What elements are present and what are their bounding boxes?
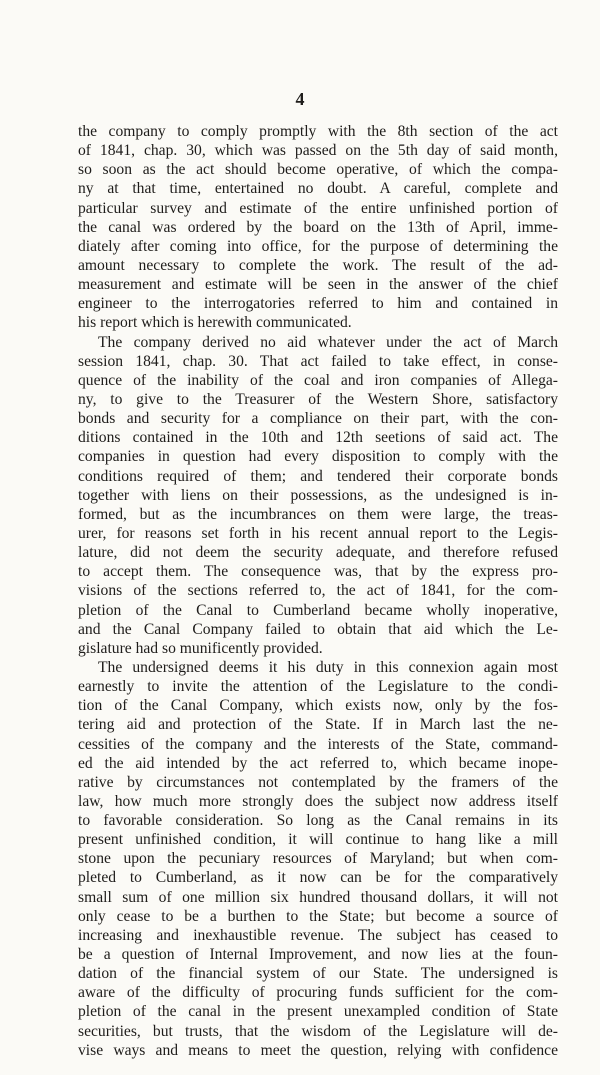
text-line: session 1841, chap. 30. That act failed to take effect, in conse- (78, 352, 558, 370)
text-line: visions of the sections referred to, the act of 1841, for the com- (78, 582, 558, 600)
text-line: increasing and inexhaustible revenue. The subject has ceased to (78, 926, 558, 944)
text-line: tion of the Canal Company, which exists now, only by the fos- (78, 697, 558, 715)
text-line: engineer to the interrogatories referred to him and contained in (78, 295, 558, 313)
text-line: his report which is herewith communicated. (78, 314, 352, 332)
text-line: ny, to give to the Treasurer of the Western Shore, satisfactory (78, 390, 558, 408)
text-line: together with liens on their possessions, as the undesigned is in- (78, 486, 558, 504)
text-line: conditions required of them; and tendered their corporate bonds (78, 467, 558, 485)
text-line: rative by circumstances not contemplated by the framers of the (78, 773, 558, 791)
text-line: tering aid and protection of the State. If in March last the ne- (78, 716, 558, 734)
text-line: of 1841, chap. 30, which was passed on the 5th day of said month, (78, 142, 558, 160)
text-line: aware of the difficulty of procuring funds sufficient for the com- (78, 984, 558, 1002)
text-line: formed, but as the incumbrances on them were large, the treas- (78, 505, 558, 523)
text-line: the canal was ordered by the board on the 13th of April, imme- (78, 218, 558, 236)
text-line: to favorable consideration. So long as the Canal remains in its (78, 812, 558, 830)
text-line: law, how much more strongly does the subject now address itself (78, 792, 558, 810)
text-line: securities, but trusts, that the wisdom of the Legislature will de- (78, 1022, 558, 1040)
text-line: urer, for reasons set forth in his recent annual report to the Legis- (78, 524, 558, 542)
text-line: vise ways and means to meet the question, relying with confidence (78, 1041, 558, 1059)
text-line: pleted to Cumberland, as it now can be for the comparatively (78, 869, 558, 887)
text-line: amount necessary to complete the work. The result of the ad- (78, 256, 558, 274)
text-line: earnestly to invite the attention of the Legislature to the condi- (78, 678, 558, 696)
text-line: the company to comply promptly with the 8th section of the act (78, 123, 558, 140)
text-line: present unfinished condition, it will continue to hang like a mill (78, 831, 558, 849)
text-line: stone upon the pecuniary resources of Maryland; but when com- (78, 850, 558, 868)
text-line: be a question of Internal Improvement, and now lies at the foun- (78, 946, 558, 964)
text-line: only cease to be a burthen to the State; but become a source of (78, 907, 558, 925)
text-line: bonds and security for a compliance on their part, with the con- (78, 410, 558, 428)
text-line: to accept them. The consequence was, that by the express pro- (78, 563, 558, 581)
text-line: The undersigned deems it his duty in this connexion again most (98, 658, 558, 676)
page-number: 4 (295, 89, 305, 109)
text-line: dation of the financial system of our State. The undersigned is (78, 965, 558, 983)
text-line: lature, did not deem the security adequate, and therefore refused (78, 544, 558, 562)
text-line: quence of the inability of the coal and iron companies of Allega- (78, 371, 558, 389)
text-line: The company derived no aid whatever under the act of March (98, 333, 558, 351)
text-line: particular survey and estimate of the entire unfinished portion of (78, 199, 558, 217)
text-line: diately after coming into office, for the purpose of determining the (78, 237, 558, 255)
body-text (78, 122, 558, 1060)
text-line: so soon as the act should become operative, of which the compa- (78, 161, 558, 179)
text-line: pletion of the Canal to Cumberland became wholly inoperative, (78, 601, 558, 619)
text-line: pletion of the canal in the present unexampled condition of State (78, 1003, 558, 1021)
text-line: measurement and estimate will be seen in the answer of the chief (78, 276, 558, 294)
text-line: ed the aid intended by the act referred to, which became inope- (78, 754, 558, 772)
text-line: ditions contained in the 10th and 12th seetions of said act. The (78, 429, 558, 447)
text-line: gislature had so munificently provided. (78, 639, 323, 657)
text-line: companies in question had every disposition to comply with the (78, 448, 558, 466)
text-line: ny at that time, entertained no doubt. A careful, complete and (78, 180, 558, 198)
text-line: cessities of the company and the interests of the State, command- (78, 735, 558, 753)
text-line: small sum of one million six hundred thousand dollars, it will not (78, 888, 558, 906)
text-line: and the Canal Company failed to obtain that aid which the Le- (78, 620, 558, 638)
